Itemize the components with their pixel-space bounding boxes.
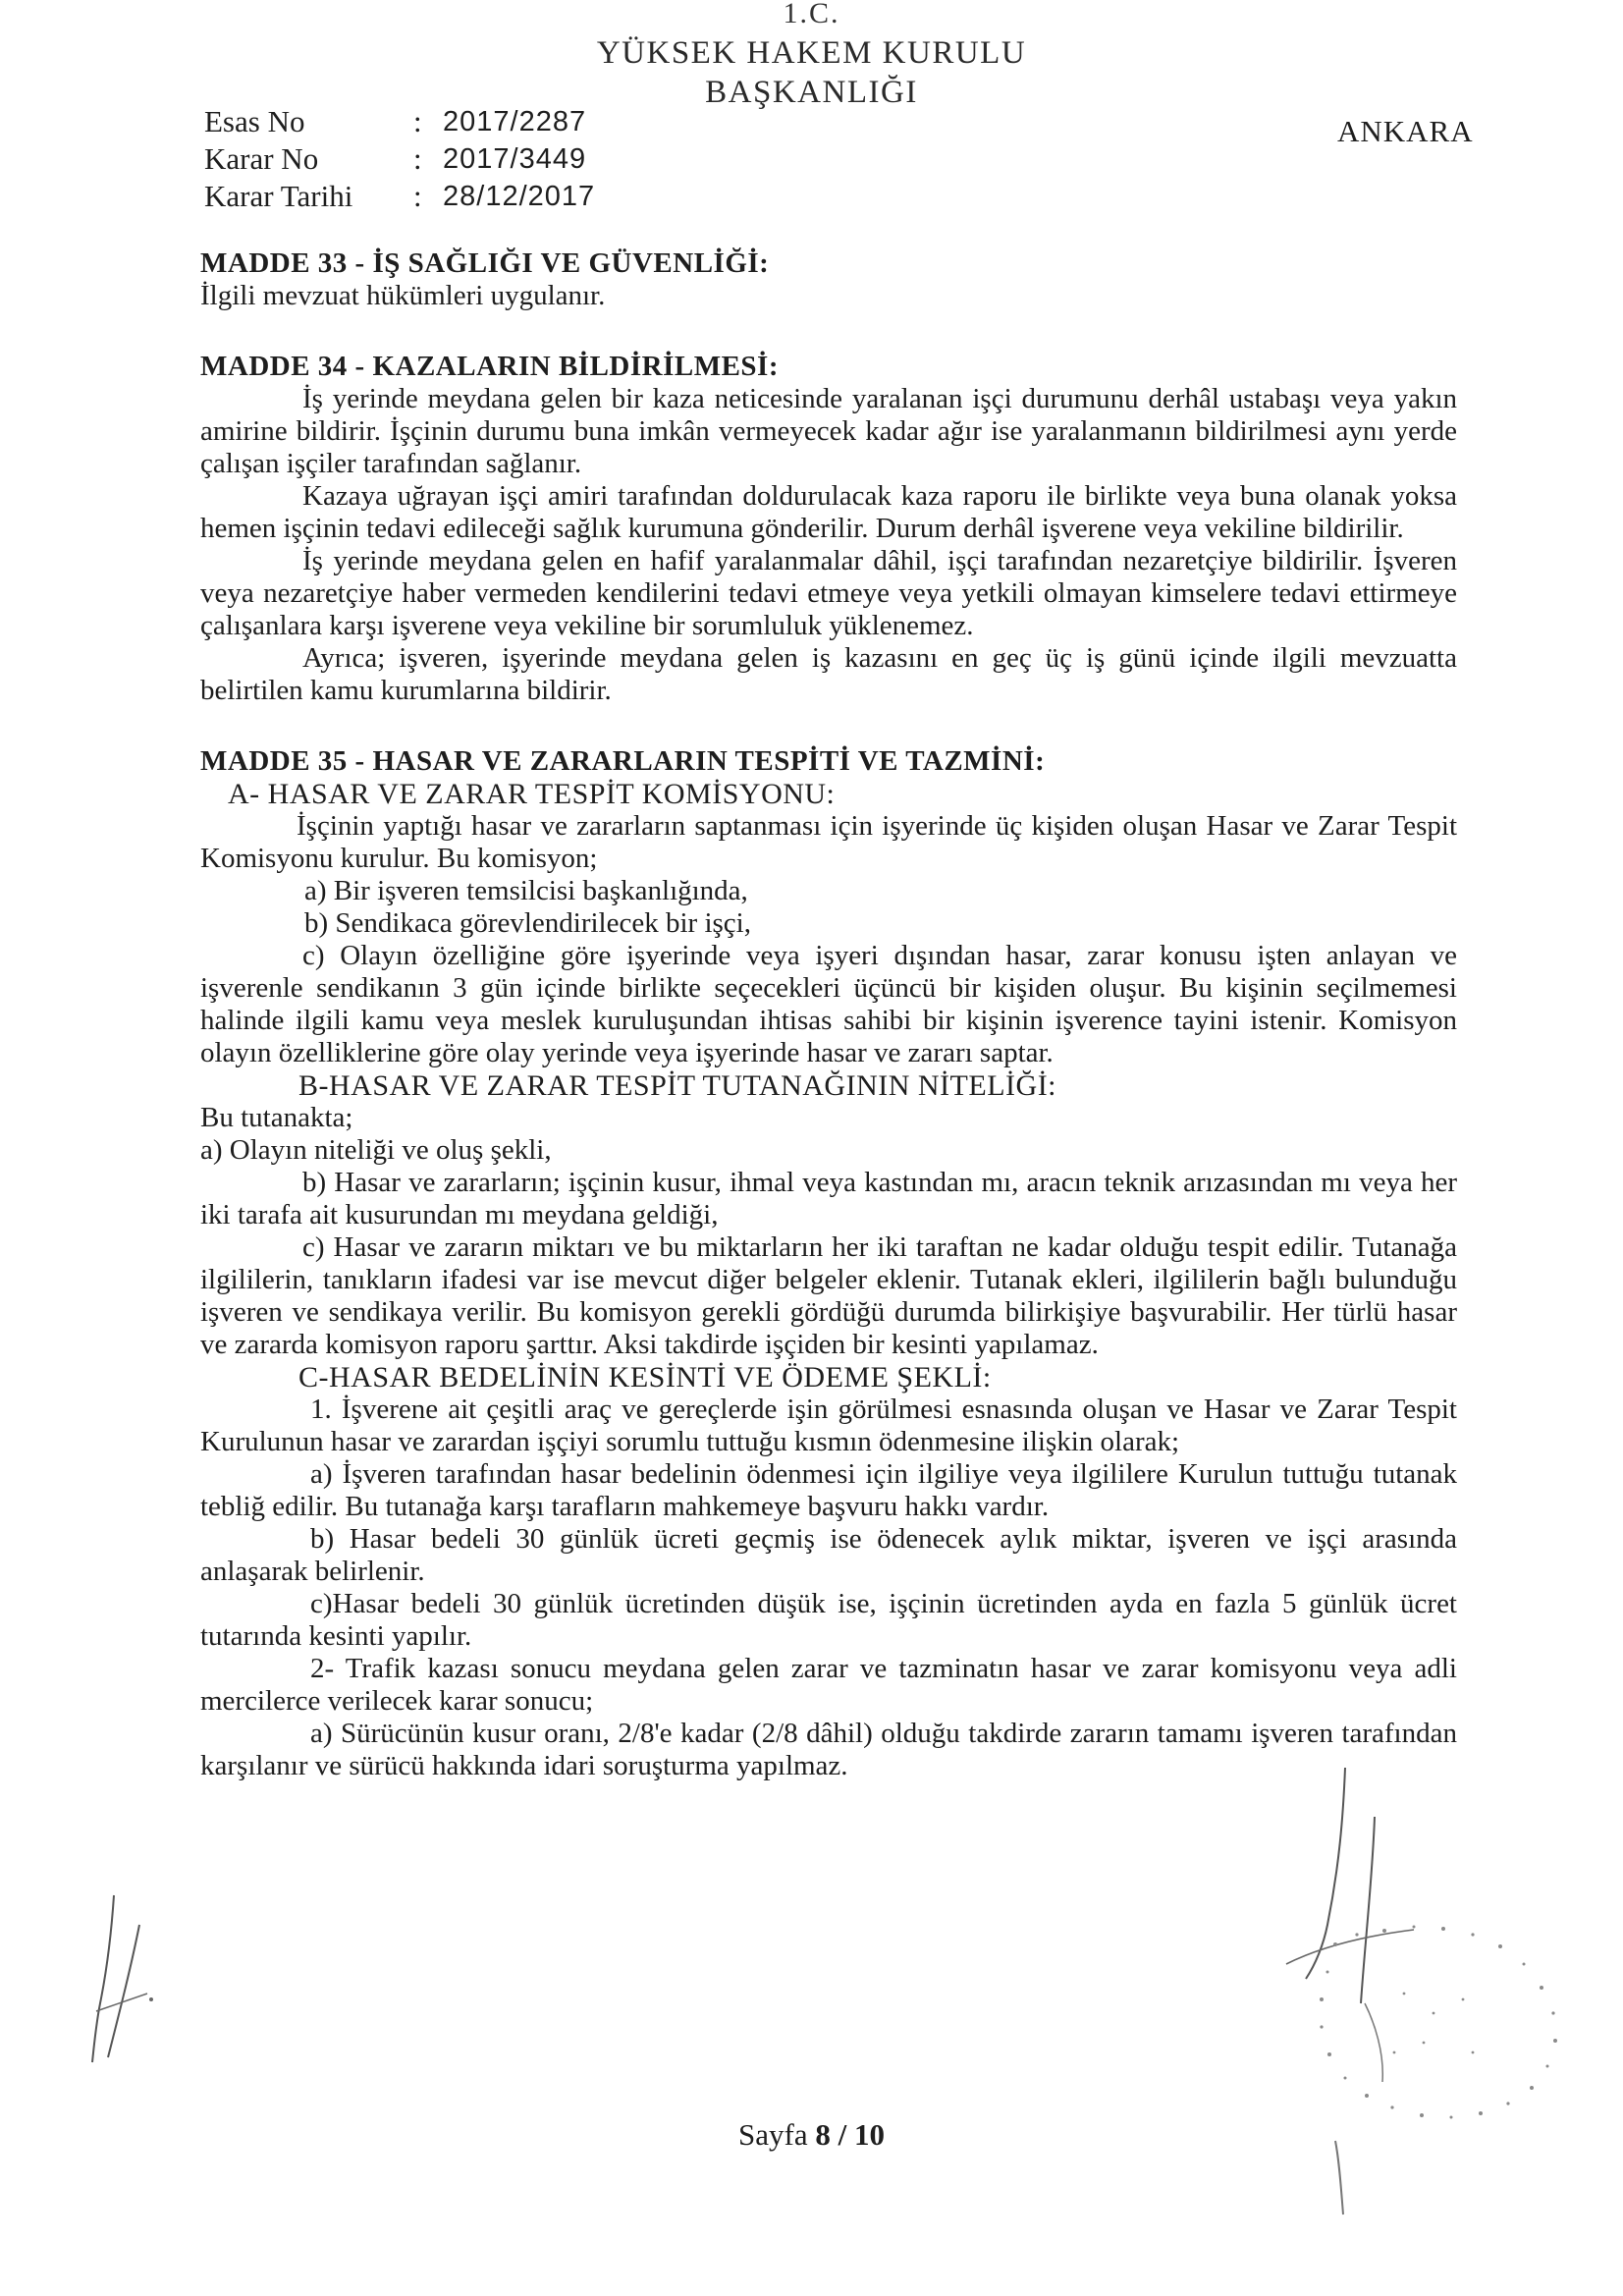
page-number: [0, 2117, 1623, 2153]
meta-colon: :: [413, 179, 422, 213]
page-current: 8: [815, 2117, 831, 2152]
section-a-item-a: a) Bir işveren temsilcisi başkanlığında,: [304, 875, 748, 906]
left-handwritten-signature: [79, 1886, 157, 2072]
section-a-intro: İşçinin yaptığı hasar ve zararların saptanması için işyerinde üç kişiden oluşan Hasar ve Zarar Tespit Komisyonu kurulur. Bu komisyon;: [200, 810, 1457, 874]
section-c-item-2a: a) Sürücünün kusur oranı, 2/8'e kadar (2/8 dâhil) olduğu takdirde zararın tamamı işveren tarafından karşılanır ve sürücü hakkında idari soruşturma yapılmaz.: [200, 1718, 1457, 1781]
official-stamp: [1276, 1905, 1591, 2131]
article-34-paragraph: Ayrıca; işveren, işyerinde meydana gelen iş kazasını en geç üç iş günü içinde ilgili mevzuatta belirtilen kamu kurumlarına bildirir.: [200, 642, 1457, 706]
article-34-paragraph: İş yerinde meydana gelen en hafif yaralanmalar dâhil, işçi tarafından nezaretçiye bildirilir. İşveren veya nezaretçiye haber vermeden kendilerini tedavi etmeye veya yetkili olmayan kimselere tedavi ettirmeye çalışanlara karşı işverene veya vekiline bir sorumluluk yüklenemez.: [200, 545, 1457, 641]
document-body: [200, 246, 1457, 1782]
org-name-line2: BAŞKANLIĞI: [705, 75, 918, 110]
meta-row-tarih: [204, 178, 595, 215]
page-total: 10: [853, 2117, 885, 2152]
meta-label: Karar Tarihi: [204, 179, 353, 213]
section-b-intro: Bu tutanakta;: [200, 1102, 353, 1133]
case-metadata: [204, 103, 595, 215]
meta-colon: :: [413, 141, 422, 176]
section-c-item-1c: c)Hasar bedeli 30 günlük ücretinden düşük ise, işçinin ücretinden ayda en fazla 5 günlük ücret tutarında kesinti yapılır.: [200, 1588, 1457, 1652]
article-34-title: MADDE 34 - KAZALARIN BİLDİRİLMESİ:: [200, 351, 779, 382]
article-35-heading: [200, 743, 1457, 778]
meta-label: Karar No: [204, 141, 319, 176]
meta-value: 2017/3449: [443, 143, 587, 175]
section-c-item-1: 1. İşverene ait çeşitli araç ve gereçlerde işin görülmesi esnasında oluşan ve Hasar ve Zarar Tespit Kurulunun hasar ve zarardan işçiyi sorumlu tuttuğu kısmın ödenmesine ilişkin olarak;: [200, 1394, 1457, 1457]
article-35-title: MADDE 35 - HASAR VE ZARARLARIN TESPİTİ VE TAZMİNİ:: [200, 745, 1046, 777]
org-name-line1: YÜKSEK HAKEM KURULU: [596, 35, 1027, 71]
article-34-paragraph: İş yerinde meydana gelen bir kaza neticesinde yaralanan işçi durumunu derhâl ustabaşı veya yakın amirine bildirir. İşçinin durumu buna imkân vermeyecek kadar ağır ise yaralanmanın bildirilmesi aynı yerde çalışan işçiler tarafından sağlanır.: [200, 383, 1457, 479]
section-c-item-2: 2- Trafik kazası sonucu meydana gelen zarar ve tazminatın hasar ve zarar komisyonu veya adli mercilerce verilecek karar sonucu;: [200, 1653, 1457, 1717]
article-33-title: MADDE 33 - İŞ SAĞLIĞI VE GÜVENLİĞİ:: [200, 247, 770, 279]
article-33-text: İlgili mevzuat hükümleri uygulanır.: [200, 280, 606, 311]
section-b-item-b: b) Hasar ve zararların; işçinin kusur, ihmal veya kastından mı, aracın teknik arızasından mı veya her iki tarafa ait kusurundan mı meydana geldiği,: [200, 1167, 1457, 1230]
city-name: ANKARA: [1337, 114, 1474, 148]
article-33-heading: [200, 246, 1457, 280]
article-34-paragraph: Kazaya uğrayan işçi amiri tarafından doldurulacak kaza raporu ile birlikte veya buna olanak yoksa hemen işçinin tedavi edileceği sağlık kurumuna gönderilir. Durum derhâl işverene veya vekiline bildirilir.: [200, 480, 1457, 544]
section-b-item-c: c) Hasar ve zararın miktarı ve bu miktarların her iki taraftan ne kadar olduğu tespit edilir. Tutanağa ilgililerin, tanıkların ifadesi var ise mevcut diğer belgeler eklenir. Tutanak ekleri, ilgililerin bağlı bulunduğu işveren ve sendikaya verilir. Bu komisyon gerekli gördüğü durumda bilirkişiye başvurabilir. Her türlü hasar ve zararda komisyon raporu şarttır. Aksi takdirde işçiden bir kesinti yapılamaz.: [200, 1231, 1457, 1360]
section-c-item-1a: a) İşveren tarafından hasar bedelinin ödenmesi için ilgiliye veya ilgililere Kurulun tuttuğu tutanak tebliğ edilir. Bu tutanağa karşı tarafların mahkemeye başvuru hakkı vardır.: [200, 1458, 1457, 1522]
meta-colon: :: [413, 104, 422, 138]
page-label: Sayfa: [738, 2117, 808, 2152]
meta-row-esas: [204, 103, 595, 140]
section-c-item-1b: b) Hasar bedeli 30 günlük ücreti geçmiş ise ödenecek aylık miktar, işveren ve işçi arasında anlaşarak belirlenir.: [200, 1523, 1457, 1587]
section-a-item-b: b) Sendikaca görevlendirilecek bir işçi,: [304, 907, 751, 939]
section-a-heading: A- HASAR VE ZARAR TESPİT KOMİSYONU:: [228, 778, 836, 810]
section-b-heading: B-HASAR VE ZARAR TESPİT TUTANAĞININ NİTELİĞİ:: [298, 1069, 1057, 1102]
header-fragment: 1.C.: [783, 0, 840, 29]
meta-label: Esas No: [204, 104, 305, 138]
meta-value: 28/12/2017: [443, 181, 596, 212]
section-b-item-a: a) Olayın niteliği ve oluş şekli,: [200, 1134, 552, 1166]
meta-value: 2017/2287: [443, 106, 587, 137]
section-c-heading: C-HASAR BEDELİNİN KESİNTİ VE ÖDEME ŞEKLİ:: [298, 1361, 992, 1394]
meta-row-karar: [204, 140, 595, 178]
page-separator: /: [838, 2117, 847, 2152]
section-a-item-c: c) Olayın özelliğine göre işyerinde veya işyeri dışından hasar, zarar konusu işten anlayan ve işverenle sendikanın 3 gün içinde birlikte seçecekleri üçüncü bir kişiden oluşur. Bu kişinin seçilmemesi halinde ilgili kamu veya meslek kuruluşundan ihtisas sahibi bir kişinin işverence tayini istenir. Komisyon olayın özelliklerine göre olay yerinde veya işyerinde hasar ve zararı saptar.: [200, 940, 1457, 1068]
article-34-heading: [200, 349, 1457, 383]
